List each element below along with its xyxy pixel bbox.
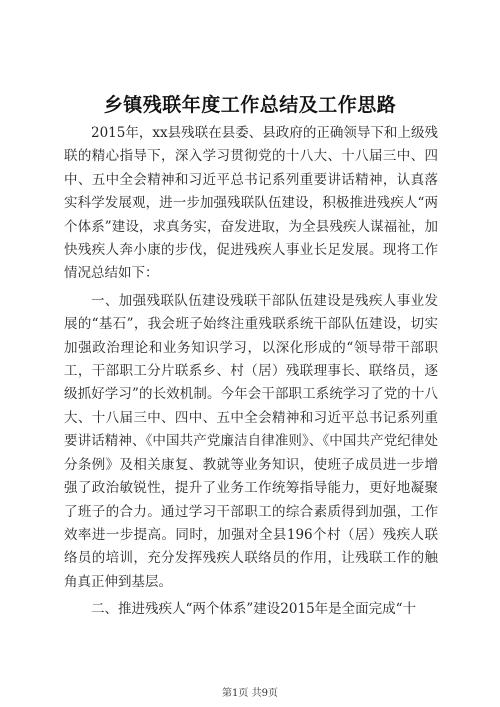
- document-title: 乡镇残联年度工作总结及工作思路: [103, 94, 397, 116]
- paragraph-team-building: 一、加强残联队伍建设残联干部队伍建设是残疾人事业发展的“基石”，我会班子始终注重残联系统干部队伍建设，切实加强政治理论和业务知识学习，以深化形成的“领导带干部职工，干部职工分片联系乡、村（居）残联理事长、联络员，逐级抓好学习”的长效机制。今年会干部职工系统学习了党的十八大、十八届三中、四中、五中全会精神和习近平总书记系列重要讲话精神、《中国共产党廉洁自律准则》、《中国共产党纪律处分条例》及相关康复、教就等业务知识，使班子成员进一步增强了政治敏锐性，提升了业务工作统筹指导能力，更好地凝聚了班子的合力。通过学习干部职工的综合素质得到加强，工作效率进一步提高。同时，加强对全县196个村（居）残疾人联络员的培训，充分发挥残疾人联络员的作用，让残联工作的触角真正伸到基层。: [64, 292, 438, 590]
- paragraph-two-systems: 二、推进残疾人“两个体系”建设2015年是全面完成“十: [91, 601, 417, 618]
- document-body: [64, 122, 438, 626]
- paragraph-intro: 2015年，xx县残联在县委、县政府的正确领导下和上级残联的精心指导下，深入学习贯彻党的十八大、十八届三中、四中、五中全会精神和习近平总书记系列重要讲话精神，认真落实科学发展观，进一步加强残联队伍建设，积极推进残疾人“两个体系”建设，求真务实，奋发进取，为全县残疾人谋福祉，加快残疾人奔小康的步伐，促进残疾人事业长足发展。现将工作情况总结如下：: [64, 125, 438, 282]
- page-footer: 第1页 共9页: [222, 688, 278, 699]
